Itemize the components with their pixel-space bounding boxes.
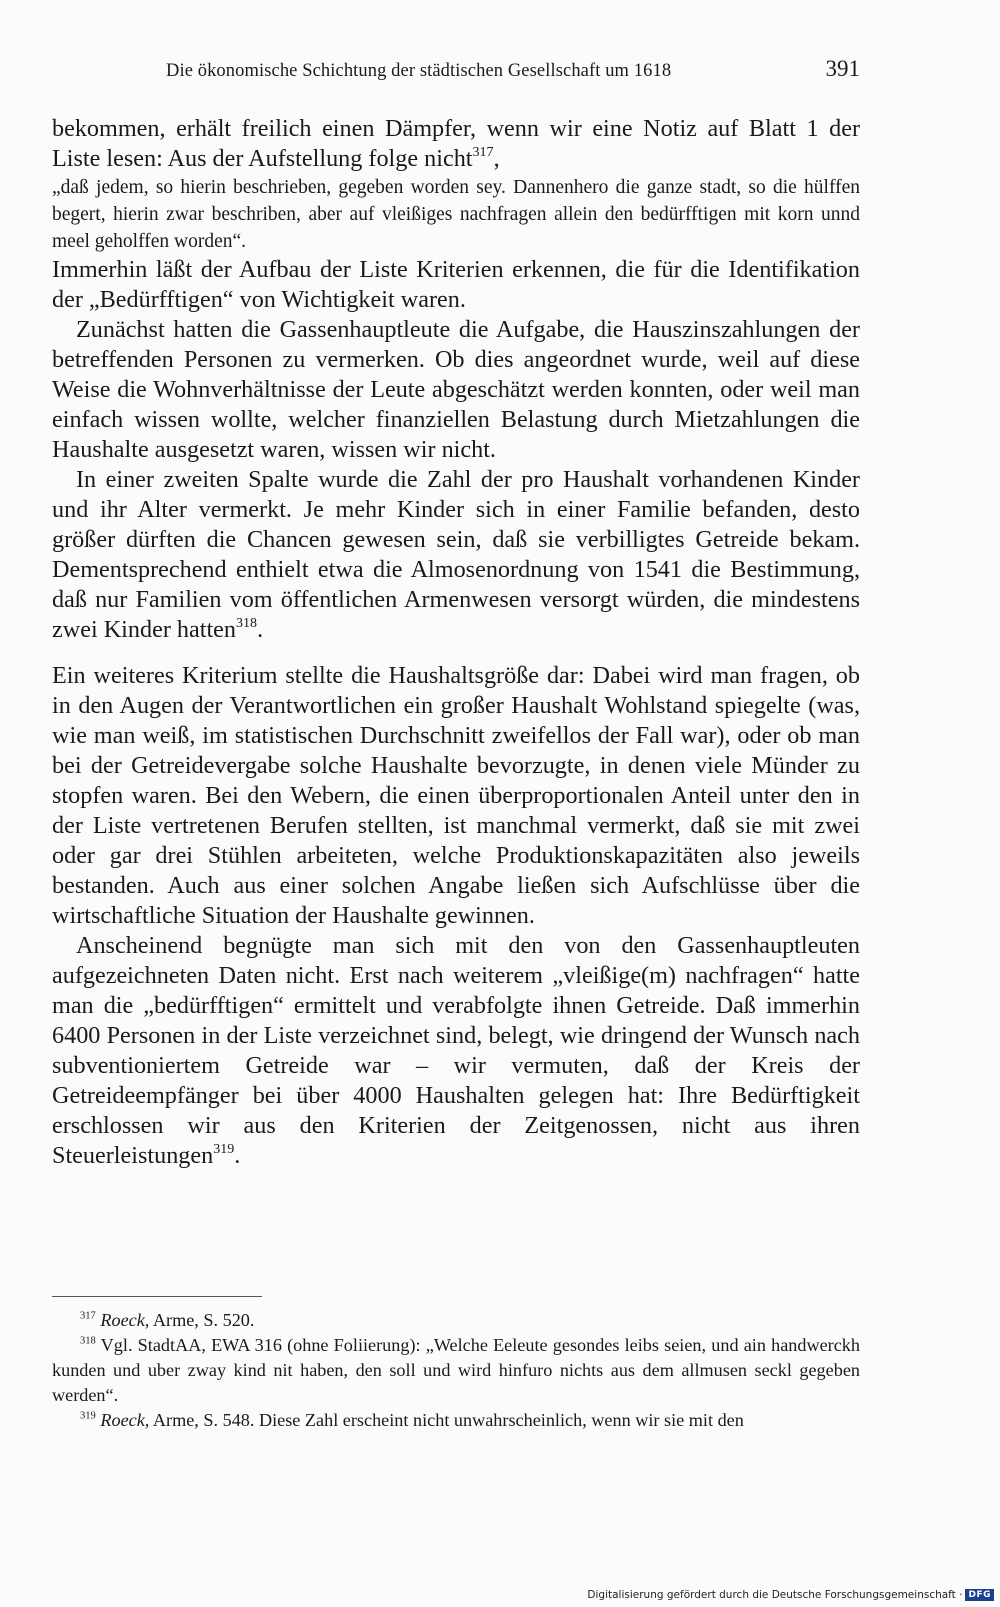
paragraph: Anscheinend begnügte man sich mit den von den Gassenhauptleuten aufgezeichneten Daten nicht. Erst nach weiterem „vleißige(m) nachfragen“ hatte man die „bedürfftigen“ ermittelt und verabfolgte ihnen Getreide. Daß immerhin 6400 Personen in der Liste verzeichnet sind, belegt, wie dringend der Wunsch nach subventioniertem Getreide war – wir vermuten, daß der Kreis der Getreideempfänger bei über 4000 Haushalten gelegen hat: Ihre Bedürftigkeit erschlossen wir aus den Kriterien der Zeitgenossen, nicht aus ihren Steuerleistungen$^{319}$. — [52, 932, 860, 1169]
running-title: Die ökonomische Schichtung der städtischen Gesellschaft um 1618 — [166, 61, 672, 81]
footnote-ref: 317 — [472, 144, 494, 161]
footnote-divider — [52, 1296, 262, 1297]
footnote: $^{318}$ Vgl. StadtAA, EWA 316 (ohne Foliierung): „Welche Eeleute gesondes leibs seien, und ain handwerckh kunden und uber zway kind nit haben, den soll und wird hinfuro nichts aus dem allmusen seckl gegeben werden“. — [52, 1335, 860, 1405]
page-number: 391 — [825, 56, 860, 81]
paragraph: bekommen, erhält freilich einen Dämpfer, wenn wir eine Notiz auf Blatt 1 der Liste lesen: Aus der Aufstellung folge nicht$^{317}$, — [52, 115, 860, 172]
footnote-ref: 318 — [236, 615, 258, 632]
paragraph: Ein weiteres Kriterium stellte die Haushaltsgröße dar: Dabei wird man fragen, ob in den Augen der Verantwortlichen ein großer Haushalt Wohlstand spiegelte (was, wie man weiß, im statistischen Durchschnitt zweifellos der Fall war), oder ob man bei der Getreidevergabe solche Haushalte bevorzugte, in denen viele Münder zu stopfen waren. Bei den Webern, die einen überproportionalen Anteil unter den in der Liste vertretenen Berufen stellten, ist manchmal vermerkt, daß sie mit zwei oder gar drei Stühlen arbeiteten, welche Produktionskapazitäten also jeweils bestanden. Auch aus einer solchen Angabe ließen sich Aufschlüsse über die wirtschaftliche Situation der Haushalte gewinnen. — [52, 662, 860, 929]
digitization-credit — [587, 1589, 994, 1601]
running-header — [52, 56, 860, 86]
paragraph: Zunächst hatten die Gassenhauptleute die Aufgabe, die Hauszinszahlungen der betreffenden Personen zu vermerken. Ob dies angeordnet wurde, weil auf diese Weise die Wohnverhältnisse der Leute abgeschätzt werden konnten, oder weil man einfach wissen wollte, welcher finanziellen Belastung durch Mietzahlungen die Haushalte ausgesetzt waren, wissen wir nicht. — [52, 316, 860, 463]
credit-text: Digitalisierung gefördert durch die Deutsche Forschungsgemeinschaft · — [587, 1589, 963, 1601]
footnote: $^{317}$ Roeck, Arme, S. 520. — [80, 1310, 255, 1330]
main-text — [52, 114, 860, 1171]
paragraph: In einer zweiten Spalte wurde die Zahl der pro Haushalt vorhandenen Kinder und ihr Alter vermerkt. Je mehr Kinder sich in einer Familie befanden, desto größer dürften die Chancen gewesen sein, daß sie verbilligtes Getreide bekam. Dementsprechend enthielt etwa die Almosenordnung von 1541 die Bestimmung, daß nur Familien vom öffentlichen Armenwesen versorgt würden, die mindestens zwei Kinder hatten$^{318}$. — [52, 466, 860, 643]
dfg-logo-icon: DFG — [965, 1589, 994, 1601]
footnote-ref: 319 — [213, 1141, 235, 1158]
paragraph: Immerhin läßt der Aufbau der Liste Kriterien erkennen, die für die Identifikation der „Bedürfftigen“ von Wichtigkeit waren. — [52, 256, 860, 313]
block-quote: „daß jedem, so hierin beschrieben, gegeben worden sey. Dannenhero die ganze stadt, so die hülffen begert, hierin zwar beschriben, aber auf vleißiges nachfragen allein den bedürfftigen mit korn unnd meel geholffen worden“. — [52, 177, 860, 252]
footnotes — [52, 1308, 860, 1433]
footnote: $^{319}$ Roeck, Arme, S. 548. Diese Zahl erscheint nicht unwahrscheinlich, wenn wir sie mit den — [80, 1410, 744, 1430]
